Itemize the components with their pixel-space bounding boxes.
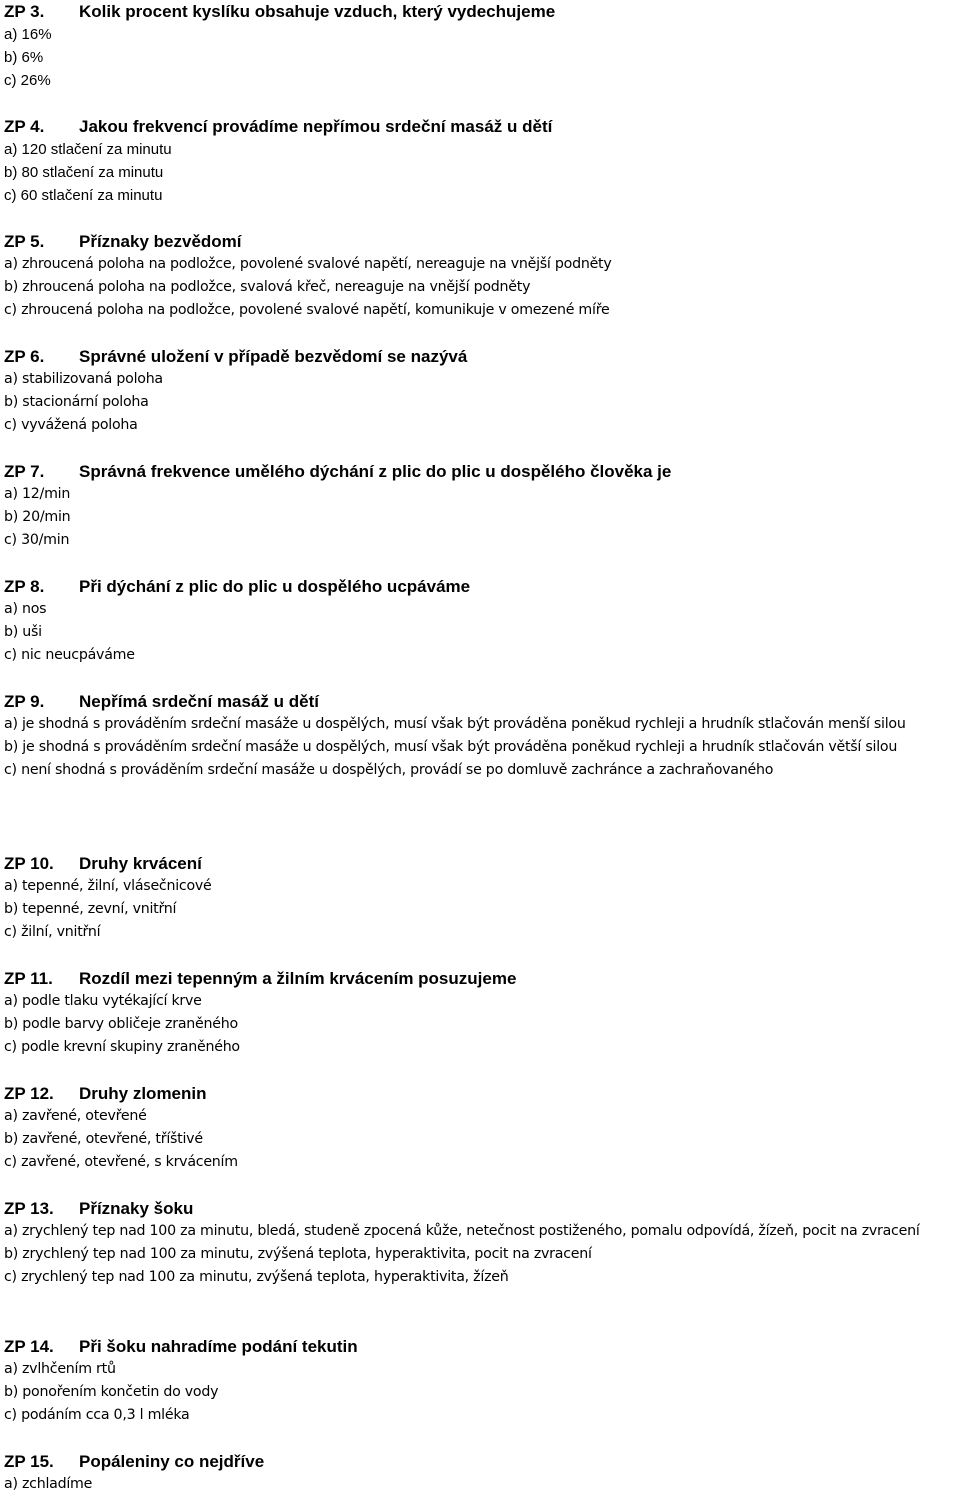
- answer-option: b) uši: [4, 624, 42, 641]
- answer-option: a) zvlhčením rtů: [4, 1361, 116, 1377]
- question-heading: [4, 0, 958, 23]
- question-title: Při dýchání z plic do plic u dospělého ucpáváme: [79, 577, 471, 596]
- question-heading: [4, 575, 958, 598]
- question-block: [4, 460, 958, 553]
- question-number: ZP 11.: [4, 969, 53, 988]
- question-number: ZP 14.: [4, 1337, 54, 1356]
- answer-option: a) je shodná s prováděním srdeční masáže u dospělých, musí však být prováděna poněkud rychleji a hrudník stlačován menší silou: [4, 716, 906, 732]
- question-heading: [4, 1197, 958, 1220]
- answer-option: b) zrychlený tep nad 100 za minutu, zvýšená teplota, hyperaktivita, pocit na zvracení: [4, 1246, 592, 1263]
- answer-option: c) nic neucpáváme: [4, 647, 135, 664]
- question-title: Správná frekvence umělého dýchání z plic do plic u dospělého člověka je: [79, 462, 672, 481]
- question-number: ZP 12.: [4, 1084, 54, 1103]
- answer-option: c) 60 stlačení za minutu: [4, 187, 163, 205]
- question-number: ZP 5.: [4, 232, 45, 251]
- answer-option: a) 120 stlačení za minutu: [4, 141, 172, 158]
- question-heading: [4, 1335, 958, 1358]
- question-heading: [4, 967, 958, 990]
- question-heading: [4, 460, 958, 483]
- question-heading: [4, 115, 958, 138]
- answer-option: c) 26%: [4, 72, 51, 90]
- answer-option: b) 6%: [4, 49, 44, 67]
- question-number: ZP 3.: [4, 2, 45, 21]
- question-heading: [4, 1082, 958, 1105]
- question-heading: [4, 1450, 958, 1473]
- answer-option: c) zavřené, otevřené, s krvácením: [4, 1154, 238, 1171]
- answer-option: a) stabilizovaná poloha: [4, 371, 163, 387]
- question-number: ZP 7.: [4, 462, 45, 481]
- answer-option: b) zavřené, otevřené, tříštivé: [4, 1131, 203, 1148]
- question-number: ZP 13.: [4, 1199, 54, 1218]
- question-block: [4, 1197, 958, 1290]
- question-title: Popáleniny co nejdříve: [79, 1452, 265, 1471]
- answer-option: a) nos: [4, 601, 47, 617]
- answer-option: c) zhroucená poloha na podložce, povolené svalové napětí, komunikuje v omezené míře: [4, 302, 610, 319]
- answer-option: b) stacionární poloha: [4, 394, 149, 411]
- question-title: Správné uložení v případě bezvědomí se nazývá: [79, 347, 468, 366]
- answer-option: a) zrychlený tep nad 100 za minutu, bledá, studeně zpocená kůže, netečnost postiženého, pomalu odpovídá, žízeň, pocit na zvracení: [4, 1223, 920, 1239]
- question-number: ZP 9.: [4, 692, 45, 711]
- question-number: ZP 10.: [4, 854, 54, 873]
- question-title: Druhy krvácení: [79, 854, 202, 873]
- question-block: [4, 115, 958, 208]
- question-block: [4, 1335, 958, 1428]
- question-heading: [4, 345, 958, 368]
- question-number: ZP 8.: [4, 577, 45, 596]
- question-block: [4, 0, 958, 93]
- question-title: Druhy zlomenin: [79, 1084, 207, 1103]
- question-block: [4, 852, 958, 945]
- answer-option: c) podáním cca 0,3 l mléka: [4, 1407, 190, 1424]
- question-block: [4, 575, 958, 668]
- question-block: [4, 967, 958, 1060]
- answer-option: a) podle tlaku vytékající krve: [4, 993, 202, 1009]
- answer-option: b) 20/min: [4, 509, 71, 526]
- answer-option: a) tepenné, žilní, vlásečnicové: [4, 878, 212, 894]
- answer-option: b) tepenné, zevní, vnitřní: [4, 901, 177, 918]
- question-number: ZP 4.: [4, 117, 45, 136]
- answer-option: c) není shodná s prováděním srdeční masáže u dospělých, provádí se po domluvě zachránce a zachraňovaného: [4, 762, 774, 779]
- question-heading: [4, 852, 958, 875]
- question-block: [4, 1450, 958, 1496]
- question-title: Rozdíl mezi tepenným a žilním krvácením posuzujeme: [79, 969, 517, 988]
- question-number: ZP 6.: [4, 347, 45, 366]
- answer-option: a) 16%: [4, 26, 52, 43]
- answer-option: a) 12/min: [4, 486, 71, 502]
- answer-option: b) 80 stlačení za minutu: [4, 164, 164, 182]
- answer-option: c) 30/min: [4, 532, 70, 549]
- question-title: Příznaky bezvědomí: [79, 232, 242, 251]
- question-block: [4, 345, 958, 438]
- question-heading: [4, 690, 958, 713]
- question-title: Při šoku nahradíme podání tekutin: [79, 1337, 358, 1356]
- answer-option: b) podle barvy obličeje zraněného: [4, 1016, 238, 1033]
- question-title: Kolik procent kyslíku obsahuje vzduch, který vydechujeme: [79, 2, 556, 21]
- answer-option: a) zavřené, otevřené: [4, 1108, 147, 1124]
- answer-option: b) ponořením končetin do vody: [4, 1384, 219, 1401]
- answer-option: a) zhroucená poloha na podložce, povolené svalové napětí, nereaguje na vnější podněty: [4, 256, 612, 272]
- answer-option: b) zhroucená poloha na podložce, svalová křeč, nereaguje na vnější podněty: [4, 279, 531, 296]
- answer-option: a) zchladíme: [4, 1476, 93, 1492]
- question-block: [4, 690, 958, 783]
- question-block: [4, 1082, 958, 1175]
- question-title: Nepřímá srdeční masáž u dětí: [79, 692, 319, 711]
- question-title: Jakou frekvencí provádíme nepřímou srdeční masáž u dětí: [79, 117, 553, 136]
- answer-option: c) zrychlený tep nad 100 za minutu, zvýšená teplota, hyperaktivita, žízeň: [4, 1269, 509, 1286]
- answer-option: c) podle krevní skupiny zraněného: [4, 1039, 240, 1056]
- answer-option: b) je shodná s prováděním srdeční masáže u dospělých, musí však být prováděna poněkud rychleji a hrudník stlačován větší silou: [4, 739, 898, 756]
- question-block: [4, 230, 958, 323]
- answer-option: c) vyvážená poloha: [4, 417, 138, 434]
- question-number: ZP 15.: [4, 1452, 54, 1471]
- question-title: Příznaky šoku: [79, 1199, 194, 1218]
- answer-option: c) žilní, vnitřní: [4, 924, 101, 941]
- question-heading: [4, 230, 958, 253]
